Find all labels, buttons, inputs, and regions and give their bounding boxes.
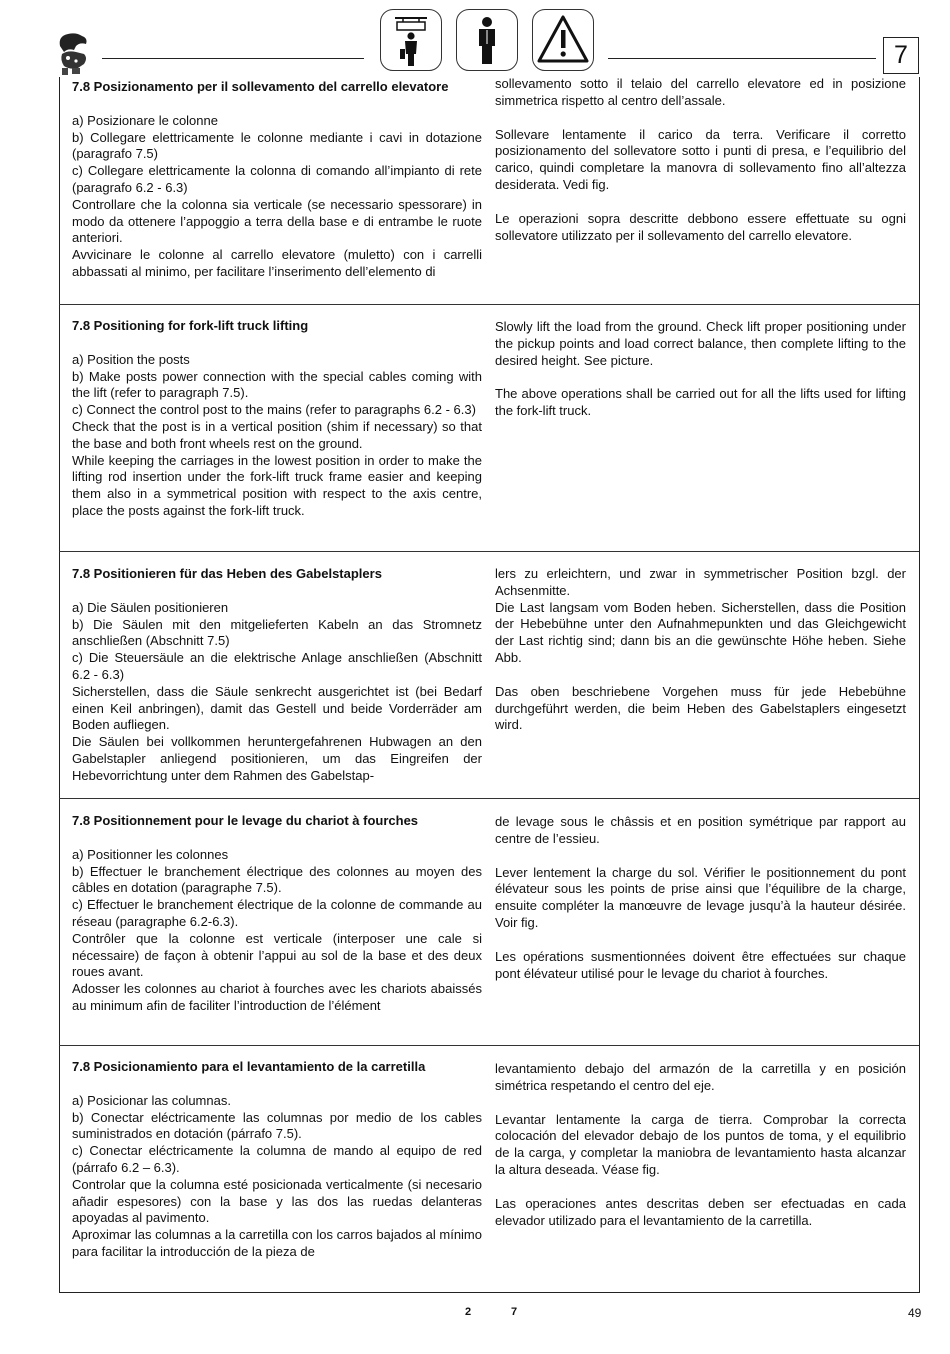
paragraph: levantamiento debajo del armazón de la carretilla y en posición simétrica respetando el centro del eje. xyxy=(495,1061,906,1093)
paragraph: Check that the post is in a vertical position (shim if necessary) so that the base and both front wheels rest on the ground. xyxy=(72,418,482,451)
paragraph: Sollevare lentamente il carico da terra. Verificare il corretto posizionamento del sollevatore sotto i punti di presa, e l’equilibrio del carico, quindi completare la manovra di sollevamento fino all’altezza desiderata. Vedi fig. xyxy=(495,126,906,192)
section-en-right xyxy=(495,319,906,420)
page-number: 49 xyxy=(908,1306,922,1320)
paragraph: Adosser les colonnes au chariot à fourches avec les chariots abaissés au minimum afin de faciliter l’introduction de l’élément xyxy=(72,981,482,1013)
section-de-right xyxy=(495,566,906,734)
paragraph: Die Last langsam vom Boden heben. Sicherstellen, dass die Position der Hebebühne unter den Aufnahmepunkten und das Gleichgewicht der Last richtig sind; dann bis an die gewünschte Höhe heben. Siehe Abb. xyxy=(495,599,906,665)
paragraph: b) Die Säulen mit den mitgelieferten Kabeln an das Stromnetz anschließen (Abschnitt 7.5) xyxy=(72,616,482,649)
section-it-left xyxy=(72,79,482,281)
paragraph: Controlar que la columna esté posicionada verticalmente (si necesario añadir espesores) con la base y las dos las ruedas delanteras apoyadas al pavimento. xyxy=(72,1176,482,1226)
paragraph: b) Effectuer le branchement électrique des colonnes au moyen des câbles en dotation (paragraphe 7.5). xyxy=(72,863,482,896)
paragraph: a) Positionner les colonnes xyxy=(72,846,229,862)
paragraph: Aproximar las columnas a la carretilla con los carros bajados al mínimo para facilitar la introducción de la pieza de xyxy=(72,1227,482,1259)
paragraph: Les opérations susmentionnées doivent être effectuées sur chaque pont élévateur utilisé pour le levage du chariot à fourches. xyxy=(495,948,906,981)
section-es-left xyxy=(72,1059,482,1261)
paragraph: c) Collegare elettricamente la colonna di comando all’impianto di rete (paragrafo 6.2 - 6.3) xyxy=(72,163,482,195)
paragraph: While keeping the carriages in the lowest position in order to make the lifting rod insertion under the fork-lift truck frame easier and keeping them also in a symmetrical position with respect to the axis centre, place the posts against the fork-lift truck. xyxy=(72,452,482,518)
paragraph: Contrôler que la colonne est verticale (interposer une cale si nécessaire) de façon à obtenir l’appui au sol de la base et des deux roues avant. xyxy=(72,930,482,980)
section-title: 7.8 Posizionamento per il sollevamento del carrello elevatore xyxy=(72,79,449,94)
section-en-left xyxy=(72,318,482,520)
paragraph: a) Posicionar las columnas. xyxy=(72,1092,231,1108)
paragraph: Das oben beschriebene Vorgehen muss für jede Hebebühne durchgeführt werden, die beim Heben des Gabelstaplers eingesetzt wird. xyxy=(495,683,906,733)
section-divider xyxy=(59,551,919,552)
section-title: 7.8 Positionieren für das Heben des Gabelstaplers xyxy=(72,566,382,581)
paragraph: de levage sous le châssis et en position symétrique par rapport au centre de l’essieu. xyxy=(495,814,906,846)
paragraph: Sicherstellen, dass die Säule senkrecht ausgerichtet ist (bei Bedarf einen Keil anbringen), damit das Gestell und beide Vorderräder am Boden aufliegen. xyxy=(72,683,482,733)
paragraph: a) Die Säulen positionieren xyxy=(72,599,229,615)
paragraph: Levantar lentamente la carga de tierra. Comprobar la correcta colocación del elevador debajo de los puntos de toma, y el equilibrio de la carga, y completar la maniobra de levantamiento hasta alcanzar la altura deseada. Véase fig. xyxy=(495,1111,906,1177)
warning-icon xyxy=(533,10,593,70)
paragraph: c) Connect the control post to the mains (refer to paragraphs 6.2 - 6.3) xyxy=(72,402,476,418)
section-divider xyxy=(59,1045,919,1046)
lift-operator-icon-box xyxy=(380,9,442,71)
section-fr-right xyxy=(495,814,906,982)
logo-icon xyxy=(54,28,94,78)
paragraph: lers zu erleichtern, und zwar in symmetrischer Position bzgl. der Achsenmitte. xyxy=(495,566,906,598)
paragraph: b) Collegare elettricamente le colonne mediante i cavi in dotazione (paragrafo 7.5) xyxy=(72,129,482,162)
section-fr-left xyxy=(72,813,482,1015)
header-rule-left xyxy=(102,58,364,59)
paragraph: Avvicinare le colonne al carrello elevatore (muletto) con i carrelli abbassati al minimo, per facilitare l’inserimento dell’elemento di xyxy=(72,247,482,279)
chapter-number: 7 xyxy=(883,37,919,74)
paragraph: sollevamento sotto il telaio del carrello elevatore ed in posizione simmetrica rispetto al centro dell’assale. xyxy=(495,76,906,108)
section-title: 7.8 Posicionamiento para el levantamiento de la carretilla xyxy=(72,1059,426,1074)
paragraph: Le operazioni sopra descritte debbono essere effettuate su ogni sollevatore utilizzato per il sollevamento del carrello elevatore. xyxy=(495,210,906,243)
paragraph: a) Posizionare le colonne xyxy=(72,112,218,128)
section-title: 7.8 Positionnement pour le levage du chariot à fourches xyxy=(72,813,419,828)
paragraph: c) Die Steuersäule an die elektrische Anlage anschließen (Abschnitt 6.2 - 6.3) xyxy=(72,650,482,682)
person-icon xyxy=(457,10,517,70)
paragraph: Controllare che la colonna sia verticale (se necessario spessorare) in modo da ottenere l’appoggio a terra della base e di entrambe le ruote anteriori. xyxy=(72,196,482,246)
section-divider xyxy=(59,798,919,799)
footer-code-b: 7 xyxy=(511,1306,518,1318)
paragraph: Slowly lift the load from the ground. Check lift proper positioning under the pickup points and load correct balance, then complete lifting to the desired height. See picture. xyxy=(495,319,906,368)
paragraph: b) Make posts power connection with the special cables coming with the lift (refer to paragraph 7.5). xyxy=(72,368,482,401)
paragraph: b) Conectar eléctricamente las columnas por medio de los cables suministrados en dotación (párrafo 7.5). xyxy=(72,1109,482,1142)
section-es-right xyxy=(495,1061,906,1229)
warning-icon-box xyxy=(532,9,594,71)
lift-operator-icon xyxy=(381,10,441,70)
footer-code-a: 2 xyxy=(465,1306,472,1318)
section-divider xyxy=(59,304,919,305)
paragraph: a) Position the posts xyxy=(72,351,190,367)
paragraph: Las operaciones antes descritas deben ser efectuadas en cada elevador utilizado para el levantamiento de la carretilla. xyxy=(495,1195,906,1228)
paragraph: Lever lentement la charge du sol. Vérifier le positionnement du pont élévateur sous les points de prise ainsi que l’équilibre de la charge, ensuite compléter la manœuvre de levage jusqu’à la hauteur désirée. Voir fig. xyxy=(495,864,906,930)
paragraph: c) Effectuer le branchement électrique de la colonne de commande au réseau (paragraphe 6.2-6.3). xyxy=(72,897,482,929)
section-de-left xyxy=(72,566,482,785)
section-it-right xyxy=(495,76,906,244)
paragraph: c) Conectar eléctricamente la columna de mando al equipo de red (párrafo 6.2 – 6.3). xyxy=(72,1143,482,1175)
person-icon-box xyxy=(456,9,518,71)
paragraph: Die Säulen bei vollkommen heruntergefahrenen Hubwagen an den Gabelstapler anliegend positionieren, um das Eingreifen der Hebevorrichtung unter dem Rahmen des Gabelstap- xyxy=(72,734,482,783)
section-title: 7.8 Positioning for fork-lift truck lifting xyxy=(72,318,309,333)
paragraph: The above operations shall be carried out for all the lifts used for lifting the fork-lift truck. xyxy=(495,386,906,419)
header-rule-right xyxy=(608,58,876,59)
